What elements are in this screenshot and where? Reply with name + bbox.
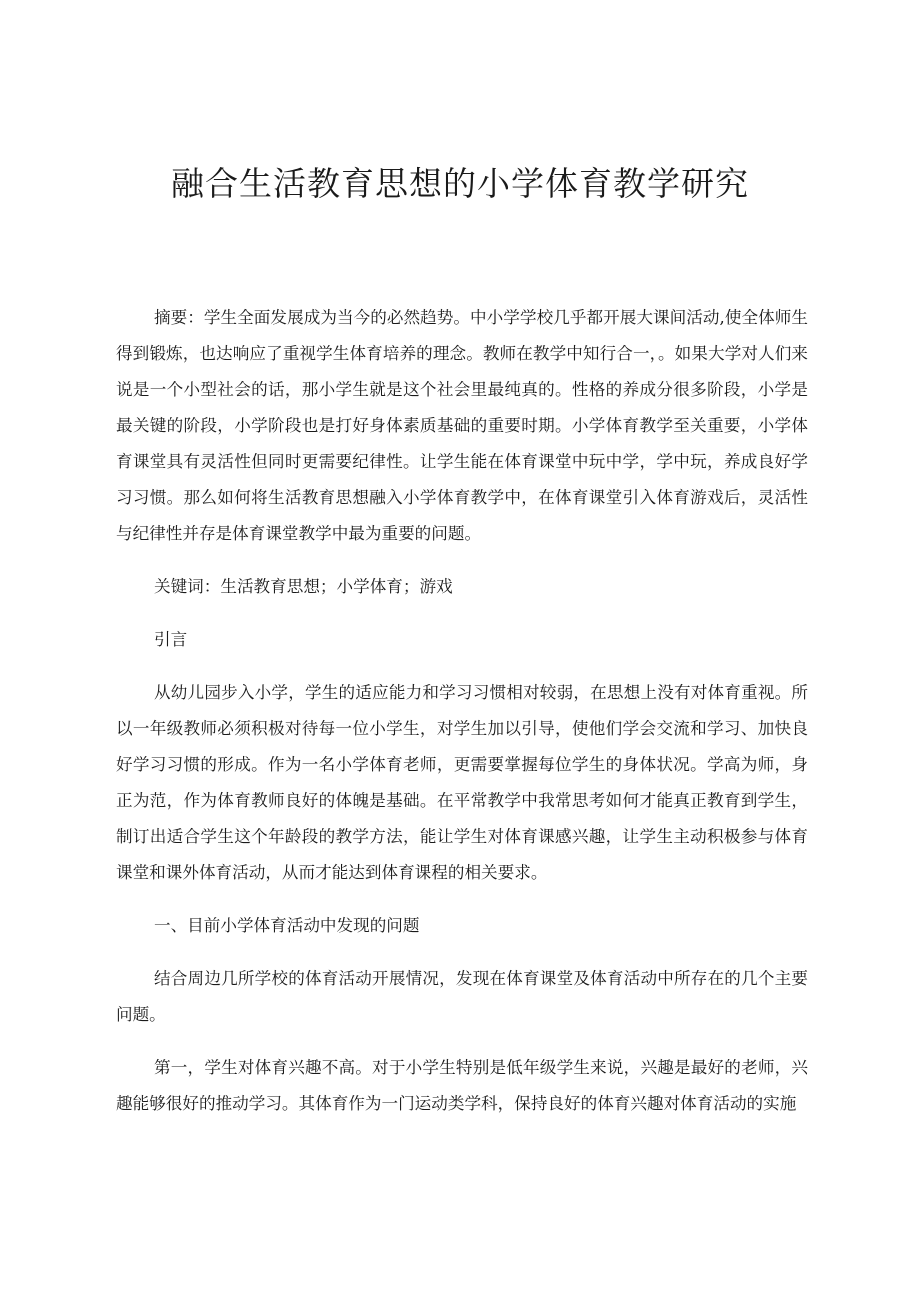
document-title: 融合生活教育思想的小学体育教学研究 [171,164,749,203]
introduction-paragraph: 从幼儿园步入小学，学生的适应能力和学习习惯相对较弱，在思想上没有对体育重视。所以一年级教师必须积极对待每一位小学生，对学生加以引导，使他们学会交流和学习、加快良好学习习惯的形成。作为一名小学体育老师，更需要掌握每位学生的身体状况。学高为师，身正为范，作为体育教师良好的体魄是基础。在平常教学中我常思考如何才能真正教育到学生，制订出适合学生这个年龄段的教学方法，能让学生对体育课感兴趣，让学生主动积极参与体育课堂和课外体育活动，从而才能达到体育课程的相关要求。 [116,683,808,882]
problems-intro-paragraph: 结合周边几所学校的体育活动开展情况，发现在体育课堂及体育活动中所存在的几个主要问题。 [116,969,808,1024]
keywords-paragraph: 关键词：生活教育思想；小学体育；游戏 [154,577,453,596]
document-body [116,300,808,1139]
abstract-paragraph: 摘要：学生全面发展成为当今的必然趋势。中小学学校几乎都开展大课间活动,使全体师生得到锻炼，也达响应了重视学生体育培养的理念。教师在教学中知行合一，。如果大学对人们来说是一个小型社会的话，那小学生就是这个社会里最纯真的。性格的养成分很多阶段，小学是最关键的阶段，小学阶段也是打好身体素质基础的重要时期。小学体育教学至关重要，小学体育课堂具有灵活性但同时更需要纪律性。让学生能在体育课堂中玩中学，学中玩，养成良好学习习惯。那么如何将生活教育思想融入小学体育教学中，在体育课堂引入体育游戏后，灵活性与纪律性并存是体育课堂教学中最为重要的问题。 [116,308,808,543]
problem-one-paragraph: 第一，学生对体育兴趣不高。对于小学生特别是低年级学生来说，兴趣是最好的老师，兴趣能够很好的推动学习。其体育作为一门运动类学科，保持良好的体育兴趣对体育活动的实施 [116,1058,808,1113]
section-heading-introduction: 引言 [154,630,188,649]
section-heading-problems: 一、目前小学体育活动中发现的问题 [154,916,420,935]
